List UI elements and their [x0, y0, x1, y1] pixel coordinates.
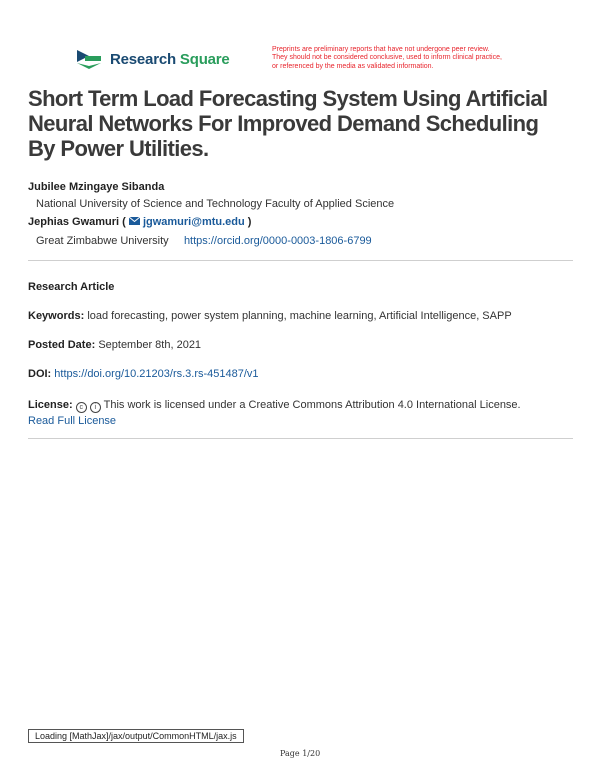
orcid-link[interactable]: https://orcid.org/0000-0003-1806-6799: [183, 235, 372, 247]
notice-line: Preprints are preliminary reports that have not undergone peer review.: [272, 46, 490, 53]
mathjax-loading-status: Loading [MathJax]/jax/output/CommonHTML/jax.js: [28, 729, 244, 743]
creative-commons-icon: c: [76, 402, 87, 413]
corresponding-author: Jephias Gwamuri ( jgwamuri@mtu.edu ): [28, 216, 252, 228]
author-name: Jubilee Mzingaye Sibanda: [28, 181, 165, 193]
notice-line: or referenced by the media as validated information.: [272, 62, 434, 70]
doi-row: [28, 368, 259, 380]
doi-link[interactable]: https://doi.org/10.21203/rs.3.rs-451487/v1: [54, 368, 259, 380]
logo-word-research: Research: [110, 50, 176, 68]
divider: [28, 438, 573, 439]
author-affiliation: National University of Science and Technology Faculty of Applied Science: [36, 198, 395, 210]
read-full-license-link[interactable]: Read Full License: [28, 415, 117, 427]
keywords-row: [28, 310, 512, 322]
page-number: Page 1/20: [280, 749, 321, 758]
logo-wordmark: [110, 51, 230, 68]
keywords-value: load forecasting, power system planning, machine learning, Artificial Intelligence, SAPP: [87, 310, 512, 322]
doi-label: DOI:: [28, 368, 52, 380]
notice-line: They should not be considered conclusive, used to inform clinical practice,: [272, 54, 502, 62]
research-square-logo[interactable]: [75, 48, 230, 70]
author-name: Jephias Gwamuri: [28, 216, 120, 228]
read-license-row: [28, 415, 116, 427]
attribution-icon: i: [90, 402, 101, 413]
author-email-link[interactable]: [129, 216, 245, 228]
paper-title: Short Term Load Forecasting System Using Artificial Neural Networks For Improved Demand Scheduling By Power Utilities.: [28, 86, 548, 161]
author-email: jgwamuri@mtu.edu: [142, 216, 245, 228]
author-affiliation: Great Zimbabwe University: [36, 235, 169, 247]
license-text: This work is licensed under a Creative Commons Attribution 4.0 International License.: [103, 399, 521, 411]
preprint-notice: [272, 46, 542, 71]
keywords-label: Keywords:: [28, 310, 85, 322]
article-type-label: Research Article: [28, 281, 115, 293]
author-affiliation-line: [36, 235, 372, 247]
logo-word-square: Square: [179, 50, 230, 68]
license-row: [28, 399, 521, 413]
posted-date-value: September 8th, 2021: [98, 339, 202, 351]
envelope-icon: [129, 217, 140, 225]
article-type: [28, 281, 114, 293]
license-label: License:: [28, 399, 73, 411]
posted-date-row: [28, 339, 201, 351]
divider: [28, 260, 573, 261]
posted-date-label: Posted Date:: [28, 339, 96, 351]
research-square-logo-icon: [75, 48, 103, 70]
